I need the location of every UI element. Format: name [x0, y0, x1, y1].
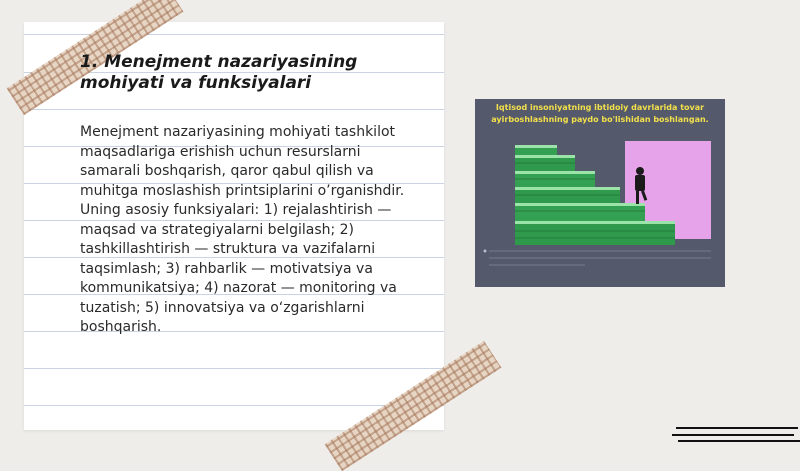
- slide-title: 1. Menejment nazariyasining mohiyati va funksiyalari: [80, 52, 358, 93]
- illustration-card: [475, 99, 725, 287]
- caption-text-lines: [489, 251, 711, 265]
- decorative-lines: [672, 422, 800, 450]
- slide-body-text: Menejment nazariyasining mohiyati tashkilot maqsadlariga erishish uchun resurslarni samarali boshqarish, qaror qabul qilish va muhitga moslashish printsiplarini o’rganishdir. Uning asosiy funksiyalari: 1) rejalashtirish — maqsad va strategiyalarni belgilash; 2) tashkillashtirish — struktura va vazifalarni taqsimlash; 3) rahbarlik — motivatsiya va kommunikatsiya; 4) nazorat — monitoring va tuzatish; 5) innovatsiya va o‘zgarishlarni boshqarish.: [80, 124, 405, 335]
- illustration-caption: Iqtisod insoniyatning ibtidoiy davrlarida tovar ayirboshlashning paydo bo'lishidan boshlangan.: [491, 103, 709, 124]
- money-stairs-illustration: [475, 99, 725, 287]
- bullet-dot: [484, 250, 487, 253]
